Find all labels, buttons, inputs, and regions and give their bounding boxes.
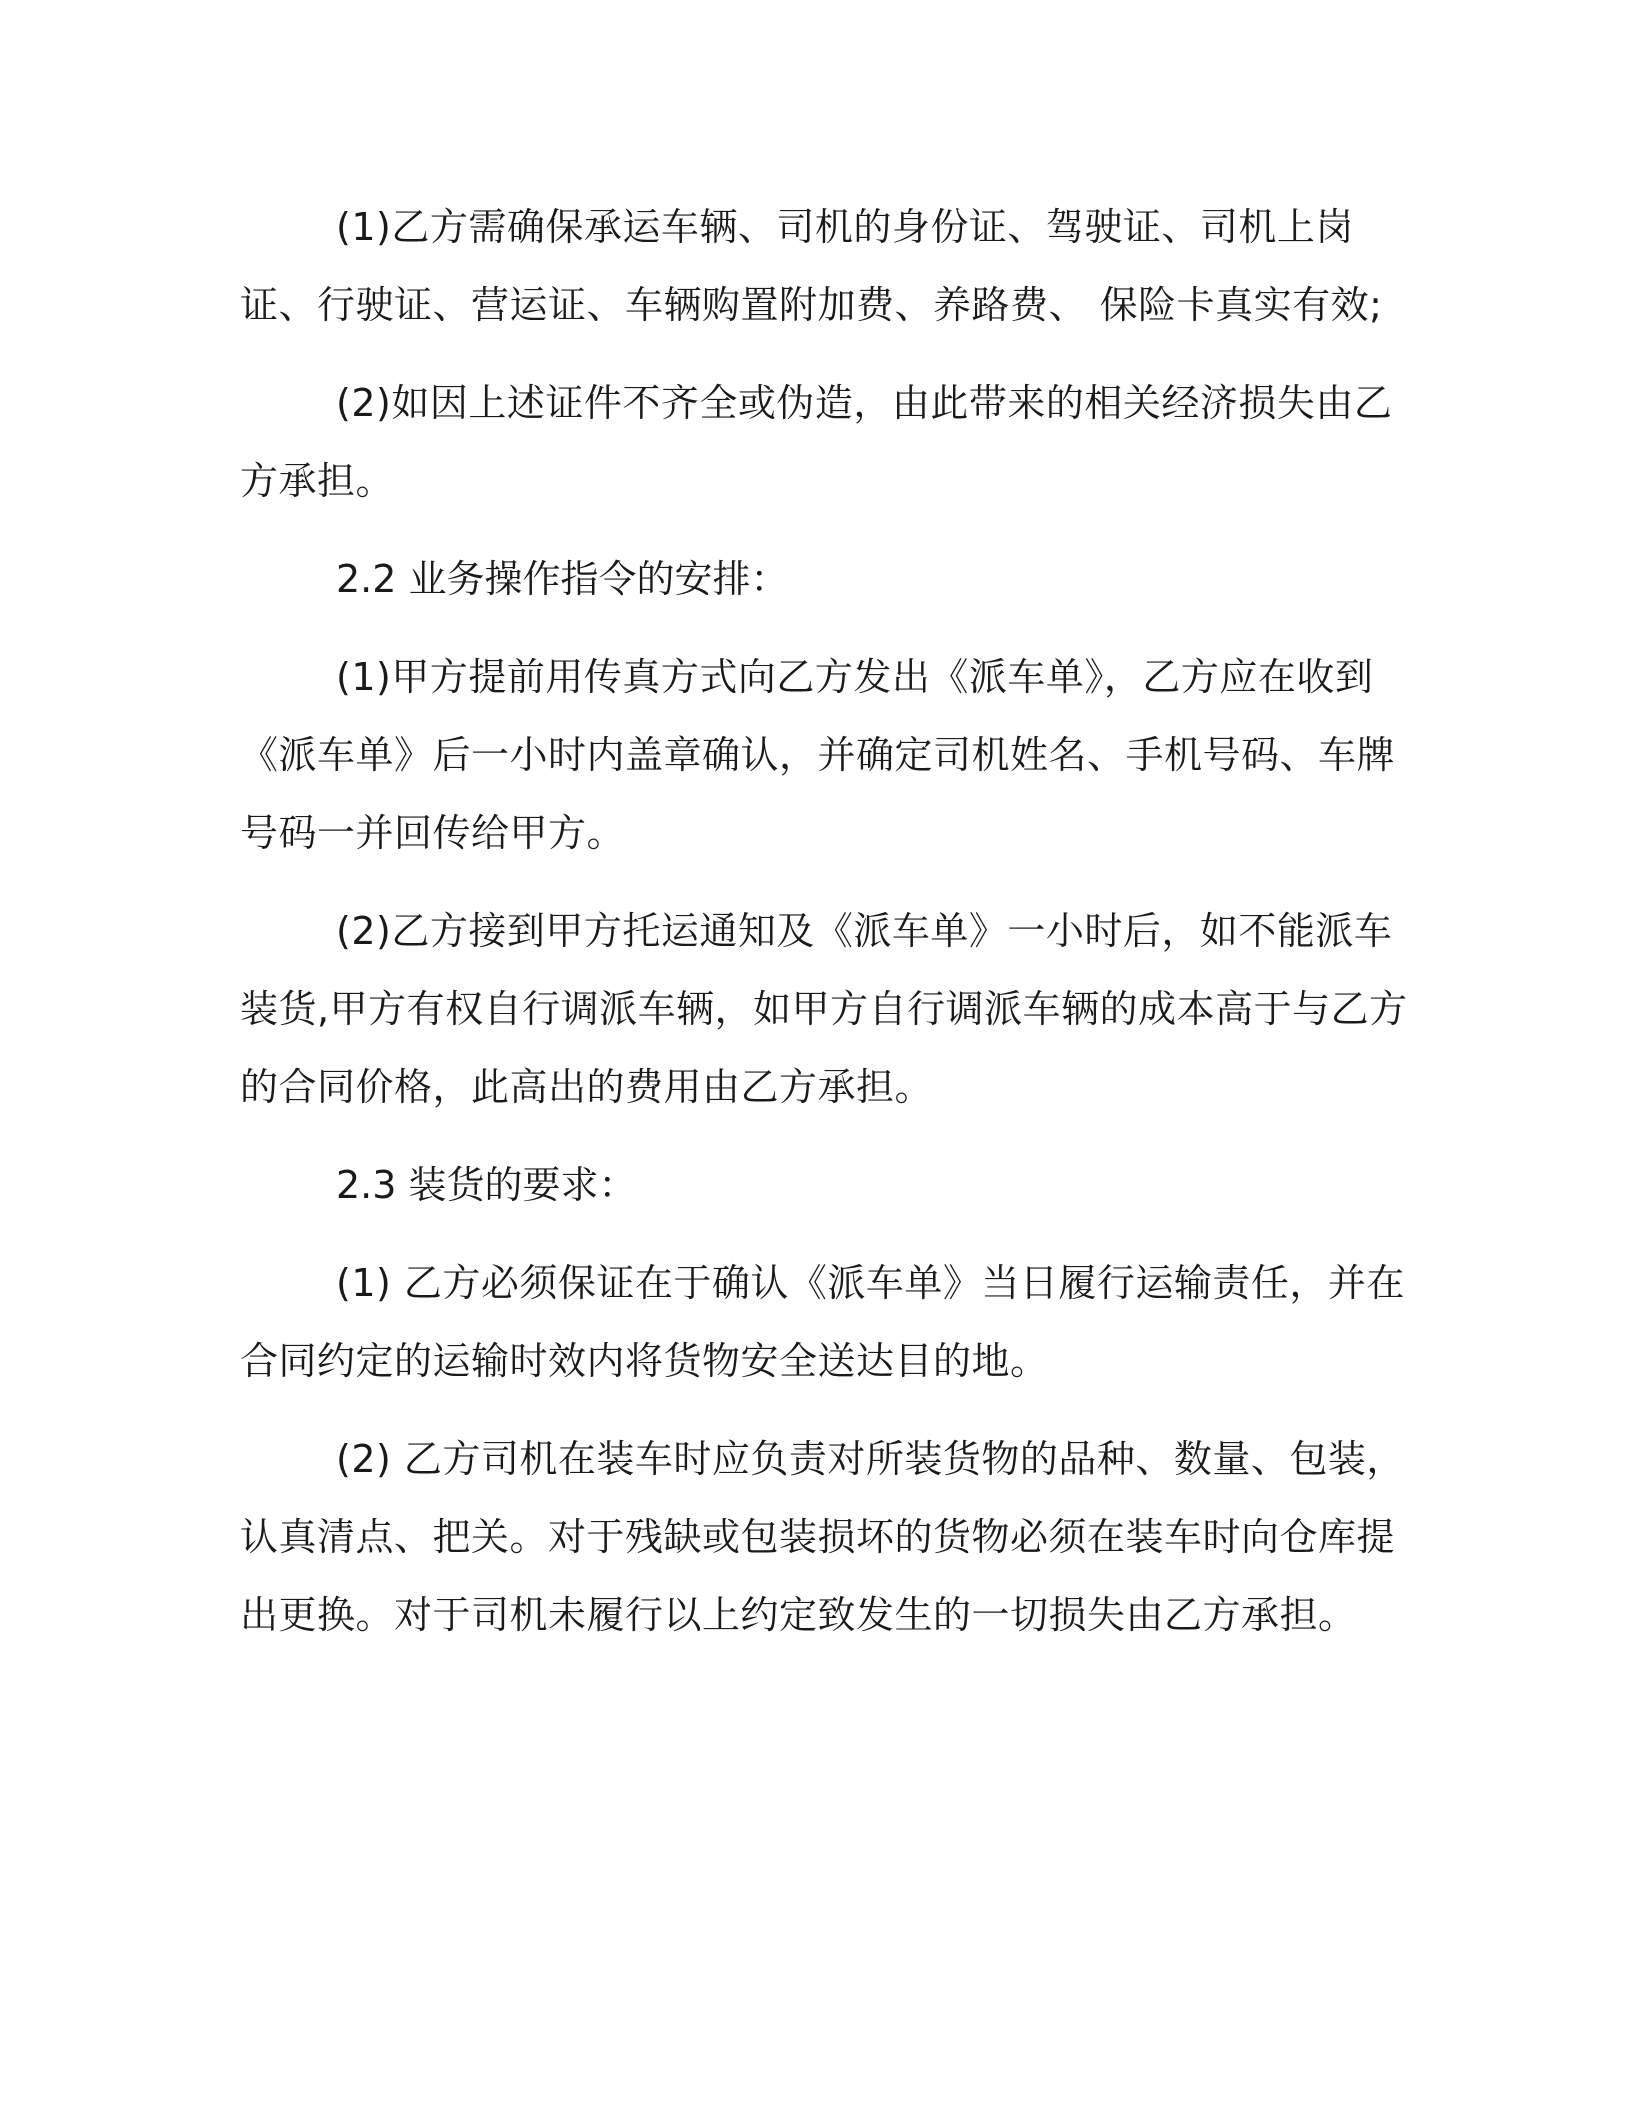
clause-2-3-item-1: (1) 乙方必须保证在于确认《派车单》当日履行运输责任，并在合同约定的运输时效内将货物安全送达目的地。	[240, 1261, 1405, 1383]
section-heading-2-3: 2.3 装货的要求：	[336, 1163, 637, 1207]
section-heading-2-2: 2.2 业务操作指令的安排：	[336, 557, 789, 601]
clause-2-1-item-1: (1)乙方需确保承运车辆、司机的身份证、驾驶证、司机上岗证、行驶证、营运证、车辆购置附加费、养路费、 保险卡真实有效;	[240, 205, 1383, 327]
clause-2-3-item-2: (2) 乙方司机在装车时应负责对所装货物的品种、数量、包装，认真清点、把关。对于残缺或包装损坏的货物必须在装车时向仓库提出更换。对于司机未履行以上约定致发生的一切损失由乙方承担。	[240, 1437, 1405, 1637]
document-body	[240, 188, 1410, 1674]
clause-2-1-item-2: (2)如因上述证件不齐全或伪造，由此带来的相关经济损失由乙方承担。	[240, 381, 1393, 503]
clause-2-2-item-1: (1)甲方提前用传真方式向乙方发出《派车单》，乙方应在收到《派车单》后一小时内盖章确认，并确定司机姓名、手机号码、车牌号码一并回传给甲方。	[240, 655, 1396, 855]
clause-2-2-item-2: (2)乙方接到甲方托运通知及《派车单》一小时后，如不能派车装货,甲方有权自行调派车辆，如甲方自行调派车辆的成本高于与乙方的合同价格，此高出的费用由乙方承担。	[240, 909, 1408, 1109]
